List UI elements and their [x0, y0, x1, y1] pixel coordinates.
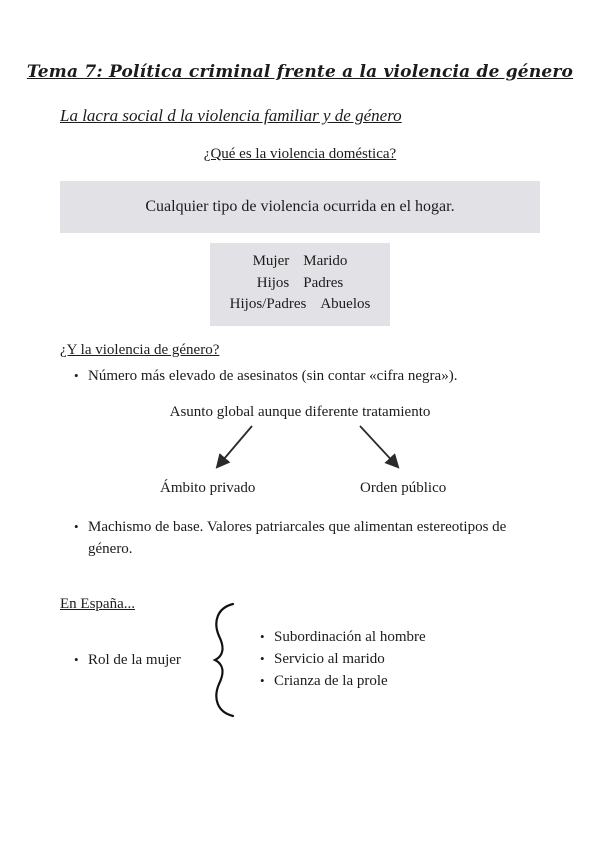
list-item: • Servicio al marido [274, 648, 426, 670]
curly-brace-icon [205, 600, 245, 720]
arrow-left-icon [218, 426, 252, 466]
relation-victim: Hijos [256, 274, 290, 291]
relation-victim: Hijos/Padres [229, 296, 307, 312]
woman-role-list [274, 626, 426, 692]
bullet-murders: • Número más elevado de asesinatos (sin contar «cifra negra»). [88, 365, 457, 387]
relation-aggressor: Abuelos [320, 296, 371, 312]
gender-violence-question: ¿Y la violencia de género? [60, 342, 220, 358]
definition-text: Cualquier tipo de violencia ocurrida en el hogar. [145, 198, 455, 215]
private-sphere-label: Ámbito privado [160, 480, 256, 496]
relation-aggressor: Marido [303, 253, 348, 269]
public-order-label: Orden público [360, 480, 447, 496]
global-issue-text: Asunto global aunque diferente tratamiento [169, 404, 431, 420]
spain-heading: En España... [60, 596, 135, 612]
bullet-woman-role: • Rol de la mujer [88, 649, 181, 671]
list-item: • Crianza de la prole [274, 670, 426, 692]
bullet-machismo: • Machismo de base. Valores patriarcales que alimentan estereotipos de género. [88, 516, 528, 560]
document-title: Tema 7: Política criminal frente a la violencia de género [26, 62, 574, 82]
domestic-violence-question: ¿Qué es la violencia doméstica? [203, 146, 397, 162]
section-subtitle: La lacra social d la violencia familiar y de género [60, 106, 402, 125]
arrow-right-icon [360, 426, 397, 466]
relation-aggressor: Padres [303, 274, 344, 291]
list-item: • Subordinación al hombre [274, 626, 426, 648]
relation-victim: Mujer [252, 253, 290, 269]
